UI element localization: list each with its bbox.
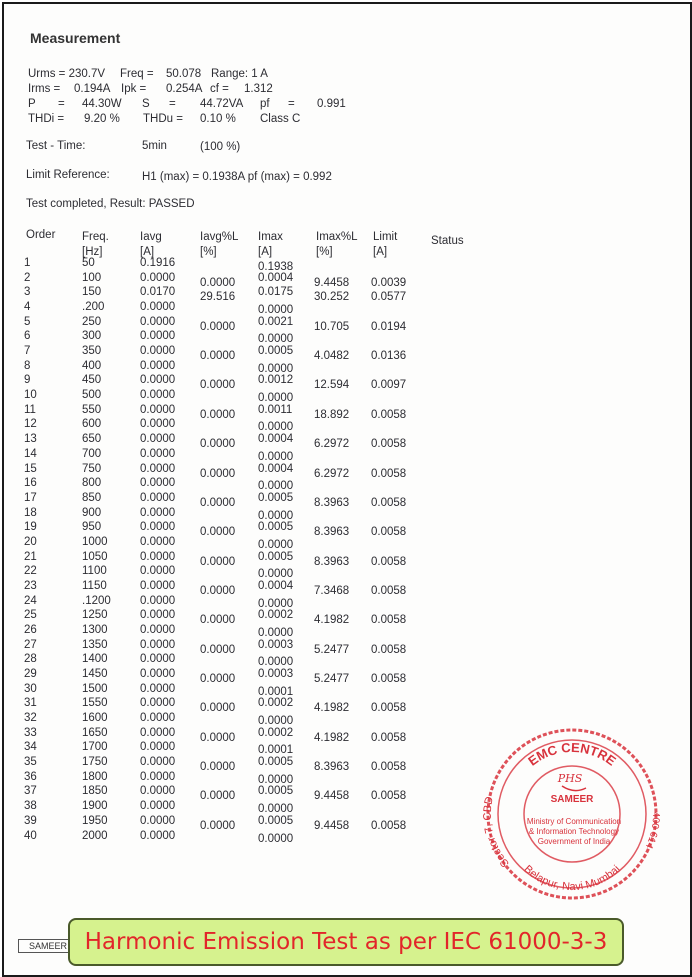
cell-iavg: 0.0000: [140, 345, 176, 358]
cell-order: 38: [24, 800, 37, 813]
cell-imax: 0.0005: [258, 814, 294, 827]
cell-iavg: 0.0000: [140, 359, 176, 372]
cell-iavgl: 0.0000: [200, 643, 236, 656]
caption-banner: [68, 918, 624, 966]
cell-limit: 0.0058: [371, 702, 407, 715]
measurement-line3-item: 44.30W: [82, 98, 122, 110]
cell-iavgl: 0.0000: [200, 790, 236, 803]
test-time-value: 5min: [142, 140, 167, 152]
measurement-line3-item: S: [142, 98, 150, 110]
cell-imax: 0.1938: [258, 261, 294, 273]
cell-iavgl: 0.0000: [200, 614, 236, 627]
footer-label: SAMEER: [18, 939, 90, 953]
cell-order: 33: [24, 726, 37, 739]
measurement-line1-item: Freq =: [120, 68, 154, 80]
cell-iavgl: 0.0000: [200, 496, 236, 509]
cell-order: 40: [24, 829, 37, 842]
header-imax-unit: [A]: [258, 246, 273, 258]
cell-limit: 0.0058: [371, 584, 407, 597]
measurement-line3-item: P: [28, 98, 36, 110]
cell-freq: 1950: [82, 814, 108, 827]
cell-freq: 100: [82, 271, 102, 284]
measurement-line4-item: 0.10 %: [200, 113, 236, 125]
cell-iavgl: 0.0000: [200, 761, 236, 774]
cell-limit: 0.0039: [371, 276, 407, 289]
cell-order: 35: [24, 756, 37, 769]
cell-freq: 1500: [82, 682, 108, 695]
cell-freq: 750: [82, 462, 102, 475]
cell-imaxl: 8.3963: [314, 555, 350, 568]
cell-freq: 950: [82, 521, 102, 534]
test-result: Test completed, Result: PASSED: [26, 198, 195, 210]
cell-iavg: 0.0000: [140, 814, 176, 827]
cell-iavg: 0.0000: [140, 521, 176, 534]
cell-imaxl: 30.252: [314, 291, 350, 304]
cell-imax: 0.0000: [258, 480, 294, 493]
cell-imax: 0.0021: [258, 315, 294, 328]
cell-imaxl: 9.4458: [314, 790, 350, 803]
cell-freq: 1000: [82, 535, 108, 548]
cell-freq: 300: [82, 330, 102, 343]
cell-imax: 0.0002: [258, 726, 294, 739]
cell-freq: 1450: [82, 668, 108, 681]
cell-order: 15: [24, 462, 37, 475]
stamp-ministry-line-1: Ministry of Communication: [526, 817, 622, 826]
cell-iavg: 0.0000: [140, 609, 176, 622]
cell-freq: 800: [82, 477, 102, 490]
cell-order: 3: [24, 286, 31, 299]
cell-order: 4: [24, 301, 31, 314]
cell-iavg: 0.0000: [140, 447, 176, 460]
cell-imax: 0.0003: [258, 668, 294, 681]
cell-freq: 600: [82, 418, 102, 431]
svg-text:Sector-7, CBD: [482, 796, 512, 870]
cell-imaxl: 8.3963: [314, 526, 350, 539]
cell-limit: 0.0058: [371, 673, 407, 686]
cell-imax: 0.0175: [258, 286, 294, 299]
cell-freq: 50: [82, 257, 95, 269]
cell-limit: 0.0058: [371, 526, 407, 539]
cell-imax: 0.0005: [258, 550, 294, 563]
measurement-line2-item: 1.312: [244, 83, 273, 95]
cell-iavg: 0.1916: [140, 257, 176, 269]
header-iavgl-unit: [%]: [200, 246, 217, 258]
measurement-line3-item: 0.991: [317, 98, 346, 110]
header-iavg-unit: [A]: [140, 246, 155, 258]
cell-imaxl: 10.705: [314, 320, 350, 333]
cell-order: 5: [24, 315, 31, 328]
cell-iavg: 0.0000: [140, 624, 176, 636]
cell-order: 13: [24, 433, 37, 446]
measurement-line2-item: Irms =: [28, 83, 61, 95]
header-limit-unit: [A]: [373, 246, 388, 258]
cell-limit: 0.0058: [371, 643, 407, 656]
cell-limit: 0.0097: [371, 379, 407, 392]
cell-iavg: 0.0000: [140, 668, 176, 681]
cell-iavgl: 0.0000: [200, 320, 236, 333]
cell-iavg: 0.0000: [140, 271, 176, 284]
cell-imax: 0.0000: [258, 568, 294, 581]
cell-imax: 0.0004: [258, 433, 294, 446]
cell-order: 32: [24, 712, 37, 725]
cell-iavg: 0.0000: [140, 638, 176, 651]
cell-imax: 0.0000: [258, 803, 294, 816]
cell-freq: 150: [82, 286, 102, 299]
cell-limit: 0.0058: [371, 761, 407, 774]
cell-order: 6: [24, 330, 31, 343]
cell-imax: 0.0000: [258, 392, 294, 405]
cell-imaxl: 18.892: [314, 408, 350, 421]
cell-order: 8: [24, 359, 31, 372]
cell-imaxl: 4.0482: [314, 350, 350, 363]
cell-imaxl: 8.3963: [314, 496, 350, 509]
cell-order: 18: [24, 506, 37, 519]
cell-limit: 0.0058: [371, 819, 407, 832]
cell-imax: 0.0000: [258, 333, 294, 346]
cell-order: 11: [24, 403, 36, 416]
measurement-line1-item: 50.078: [166, 68, 202, 80]
cell-freq: 350: [82, 345, 102, 358]
cell-freq: .1200: [82, 594, 111, 607]
cell-iavg: 0.0000: [140, 756, 176, 769]
cell-imax: 0.0001: [258, 685, 294, 698]
cell-order: 22: [24, 565, 37, 578]
cell-imax: 0.0000: [258, 362, 294, 375]
cell-freq: 1700: [82, 741, 108, 754]
cell-iavgl: 0.0000: [200, 467, 236, 480]
cell-iavgl: 0.0000: [200, 731, 236, 744]
caption-text: Harmonic Emission Test as per IEC 61000-3-3: [84, 929, 608, 955]
cell-freq: 500: [82, 389, 102, 402]
cell-iavg: 0.0000: [140, 550, 176, 563]
header-freq-label: Freq.: [82, 231, 109, 243]
cell-limit: 0.0058: [371, 555, 407, 568]
page-title: Measurement: [30, 30, 121, 46]
cell-freq: 1350: [82, 638, 108, 651]
cell-iavg: 0.0000: [140, 594, 176, 607]
cell-imax: 0.0000: [258, 597, 294, 610]
cell-iavg: 0.0000: [140, 770, 176, 783]
cell-order: 2: [24, 271, 31, 284]
cell-limit: 0.0058: [371, 790, 407, 803]
cell-imax: 0.0000: [258, 421, 294, 434]
header-limit-label: Limit: [373, 231, 398, 243]
cell-imaxl: 4.1982: [314, 702, 350, 715]
cell-imax: 0.0011: [258, 403, 293, 416]
cell-order: 29: [24, 668, 37, 681]
cell-imax: 0.0004: [258, 579, 294, 592]
cell-freq: 1800: [82, 770, 108, 783]
cell-imaxl: 4.1982: [314, 731, 350, 744]
cell-freq: 1150: [82, 579, 107, 592]
cell-imaxl: 9.4458: [314, 276, 350, 289]
cell-freq: 2000: [82, 829, 108, 842]
cell-freq: 1050: [82, 550, 108, 563]
header-iavg-label: Iavg: [140, 231, 162, 243]
cell-imaxl: 5.2477: [314, 643, 350, 656]
cell-iavg: 0.0000: [140, 330, 176, 343]
measurement-line4-item: Class C: [260, 113, 301, 125]
cell-freq: 1850: [82, 785, 108, 798]
cell-order: 10: [24, 389, 37, 402]
cell-order: 20: [24, 535, 37, 548]
measurement-line3-item: =: [169, 98, 176, 110]
cell-imax: 0.0000: [258, 538, 294, 551]
cell-freq: 550: [82, 403, 102, 416]
cell-imax: 0.0000: [258, 509, 294, 522]
cell-order: 25: [24, 609, 37, 622]
header-freq-unit: [Hz]: [82, 246, 103, 258]
cell-order: 14: [24, 447, 37, 460]
cell-iavg: 0.0000: [140, 726, 176, 739]
cell-freq: 1600: [82, 712, 108, 725]
cell-freq: 1900: [82, 800, 108, 813]
cell-imax: 0.0012: [258, 374, 294, 387]
stamp-top-text: EMC CENTRE: [525, 739, 619, 769]
cell-order: 17: [24, 491, 37, 504]
cell-freq: 1750: [82, 756, 108, 769]
cell-freq: 1550: [82, 697, 108, 710]
cell-iavgl: 0.0000: [200, 584, 236, 597]
test-time-label: Test - Time:: [26, 140, 86, 152]
cell-freq: .200: [82, 301, 105, 314]
cell-order: 1: [24, 257, 31, 269]
cell-freq: 250: [82, 315, 102, 328]
cell-imax: 0.0005: [258, 345, 294, 358]
cell-imaxl: 5.2477: [314, 673, 350, 686]
cell-imaxl: 8.3963: [314, 761, 350, 774]
cell-iavg: 0.0000: [140, 829, 176, 842]
measurement-line2-item: 0.254A: [166, 83, 203, 95]
cell-imax: 0.0005: [258, 756, 294, 769]
header-imax-label: Imax: [258, 231, 283, 243]
stamp-left-text: Sector-7, CBD: [482, 795, 512, 870]
cell-freq: 700: [82, 447, 102, 460]
cell-iavg: 0.0000: [140, 462, 176, 475]
cell-iavgl: 0.0000: [200, 408, 236, 421]
cell-imaxl: 9.4458: [314, 819, 350, 832]
cell-iavg: 0.0000: [140, 374, 176, 387]
cell-imax: 0.0000: [258, 773, 294, 786]
cell-order: 31: [24, 697, 37, 710]
cell-iavg: 0.0000: [140, 315, 176, 328]
cell-order: 24: [24, 594, 37, 607]
cell-imax: 0.0000: [258, 627, 294, 639]
measurement-line2-item: 0.194A: [74, 83, 111, 95]
cell-imax: 0.0000: [258, 656, 294, 669]
cell-imax: 0.0005: [258, 785, 294, 798]
cell-iavg: 0.0000: [140, 403, 176, 416]
cell-imax: 0.0004: [258, 271, 294, 284]
cell-order: 28: [24, 653, 37, 666]
cell-iavg: 0.0000: [140, 301, 176, 314]
cell-freq: 900: [82, 506, 102, 519]
cell-order: 16: [24, 477, 37, 490]
cell-iavgl: 0.0000: [200, 555, 236, 568]
cell-iavgl: 0.0000: [200, 526, 236, 539]
cell-imaxl: 6.2972: [314, 467, 350, 480]
cell-limit: 0.0577: [371, 291, 407, 304]
document-page: [2, 2, 692, 977]
cell-limit: 0.0058: [371, 496, 407, 509]
cell-order: 37: [24, 785, 37, 798]
header-order: Order: [26, 229, 56, 241]
cell-iavg: 0.0000: [140, 418, 176, 431]
svg-text:EMC CENTRE: [525, 740, 619, 769]
cell-iavg: 0.0000: [140, 477, 176, 490]
cell-order: 21: [24, 550, 37, 563]
cell-order: 9: [24, 374, 31, 387]
cell-imax: 0.0002: [258, 609, 294, 622]
cell-limit: 0.0058: [371, 614, 407, 627]
cell-iavg: 0.0170: [140, 286, 176, 299]
cell-imax: 0.0001: [258, 744, 294, 757]
cell-order: 12: [24, 418, 37, 431]
cell-iavg: 0.0000: [140, 741, 176, 754]
cell-freq: 1300: [82, 624, 108, 636]
cell-limit: 0.0194: [371, 320, 407, 333]
cell-iavg: 0.0000: [140, 389, 176, 402]
measurement-line1-item: Urms = 230.7V: [28, 68, 106, 80]
cell-order: 39: [24, 814, 37, 827]
measurement-line2-item: cf =: [210, 83, 229, 95]
cell-limit: 0.0058: [371, 467, 407, 480]
cell-iavgl: 0.0000: [200, 438, 236, 451]
cell-order: 27: [24, 638, 37, 651]
measurement-line3-item: =: [58, 98, 65, 110]
header-imaxl-unit: [%]: [316, 246, 333, 258]
cell-limit: 0.0058: [371, 408, 407, 421]
cell-order: 36: [24, 770, 37, 783]
cell-iavg: 0.0000: [140, 535, 176, 548]
cell-iavgl: 0.0000: [200, 673, 236, 686]
cell-iavgl: 0.0000: [200, 702, 236, 715]
cell-iavgl: 0.0000: [200, 819, 236, 832]
measurement-line3-item: 44.72VA: [200, 98, 244, 110]
measurement-line4-item: THDu =: [143, 113, 183, 125]
header-status: Status: [431, 235, 464, 247]
cell-freq: 650: [82, 433, 102, 446]
header-iavgl-label: Iavg%L: [200, 231, 239, 243]
cell-imaxl: 6.2972: [314, 438, 350, 451]
stamp-ministry-line-3: Government of India: [537, 837, 611, 846]
cell-iavg: 0.0000: [140, 785, 176, 798]
measurement-line2-item: Ipk =: [121, 83, 147, 95]
measurement-line3-item: pf: [260, 98, 270, 110]
cell-limit: 0.0058: [371, 731, 407, 744]
cell-order: 30: [24, 682, 37, 695]
cell-freq: 1100: [82, 565, 107, 578]
cell-iavg: 0.0000: [140, 579, 176, 592]
stamp-signature: PHS: [557, 772, 583, 785]
cell-iavgl: 0.0000: [200, 350, 236, 363]
cell-iavg: 0.0000: [140, 491, 176, 504]
cell-iavgl: 0.0000: [200, 276, 236, 289]
cell-iavg: 0.0000: [140, 712, 176, 725]
cell-freq: 1250: [82, 609, 108, 622]
cell-iavg: 0.0000: [140, 800, 176, 813]
cell-imax: 0.0002: [258, 697, 294, 710]
cell-order: 7: [24, 345, 31, 358]
cell-imax: 0.0004: [258, 462, 294, 475]
cell-limit: 0.0058: [371, 438, 407, 451]
stamp-right-text: 400 614: [642, 811, 662, 851]
cell-imaxl: 7.3468: [314, 584, 350, 597]
signature-stroke-icon: [562, 786, 586, 791]
cell-imax: 0.0000: [258, 304, 294, 317]
cell-freq: 850: [82, 491, 102, 504]
cell-imax: 0.0000: [258, 832, 294, 845]
cell-freq: 450: [82, 374, 102, 387]
stamp-ministry-line-2: & Information Technology: [528, 827, 620, 836]
cell-imaxl: 12.594: [314, 379, 350, 392]
cell-freq: 1400: [82, 653, 108, 666]
cell-iavg: 0.0000: [140, 506, 176, 519]
emc-centre-stamp: [482, 724, 662, 904]
cell-imax: 0.0005: [258, 521, 294, 534]
cell-iavgl: 29.516: [200, 291, 236, 304]
cell-iavg: 0.0000: [140, 433, 176, 446]
cell-iavg: 0.0000: [140, 697, 176, 710]
measurement-line3-item: =: [288, 98, 295, 110]
test-time-percent: (100 %): [200, 141, 241, 153]
cell-limit: 0.0136: [371, 350, 407, 363]
cell-order: 34: [24, 741, 37, 754]
limit-reference-value: H1 (max) = 0.1938A pf (max) = 0.992: [142, 171, 332, 183]
cell-iavg: 0.0000: [140, 653, 176, 666]
cell-freq: 400: [82, 359, 102, 372]
cell-imax: 0.0003: [258, 638, 294, 651]
limit-reference-label: Limit Reference:: [26, 169, 110, 181]
cell-order: 19: [24, 521, 37, 534]
cell-freq: 1650: [82, 726, 108, 739]
header-imaxl-label: Imax%L: [316, 231, 358, 243]
cell-imax: 0.0000: [258, 450, 294, 463]
measurement-line1-item: Range: 1 A: [211, 68, 268, 80]
cell-iavg: 0.0000: [140, 565, 176, 578]
cell-imaxl: 4.1982: [314, 614, 350, 627]
cell-imax: 0.0005: [258, 491, 294, 504]
cell-order: 26: [24, 624, 37, 636]
cell-order: 23: [24, 579, 37, 592]
measurement-line4-item: 9.20 %: [84, 113, 120, 125]
cell-iavg: 0.0000: [140, 682, 176, 695]
stamp-bottom-text: Belapur, Navi Mumbai: [521, 863, 623, 894]
stamp-org: SAMEER: [550, 794, 594, 805]
cell-iavgl: 0.0000: [200, 379, 236, 392]
measurement-line4-item: THDi =: [28, 113, 65, 125]
cell-imax: 0.0000: [258, 715, 294, 728]
